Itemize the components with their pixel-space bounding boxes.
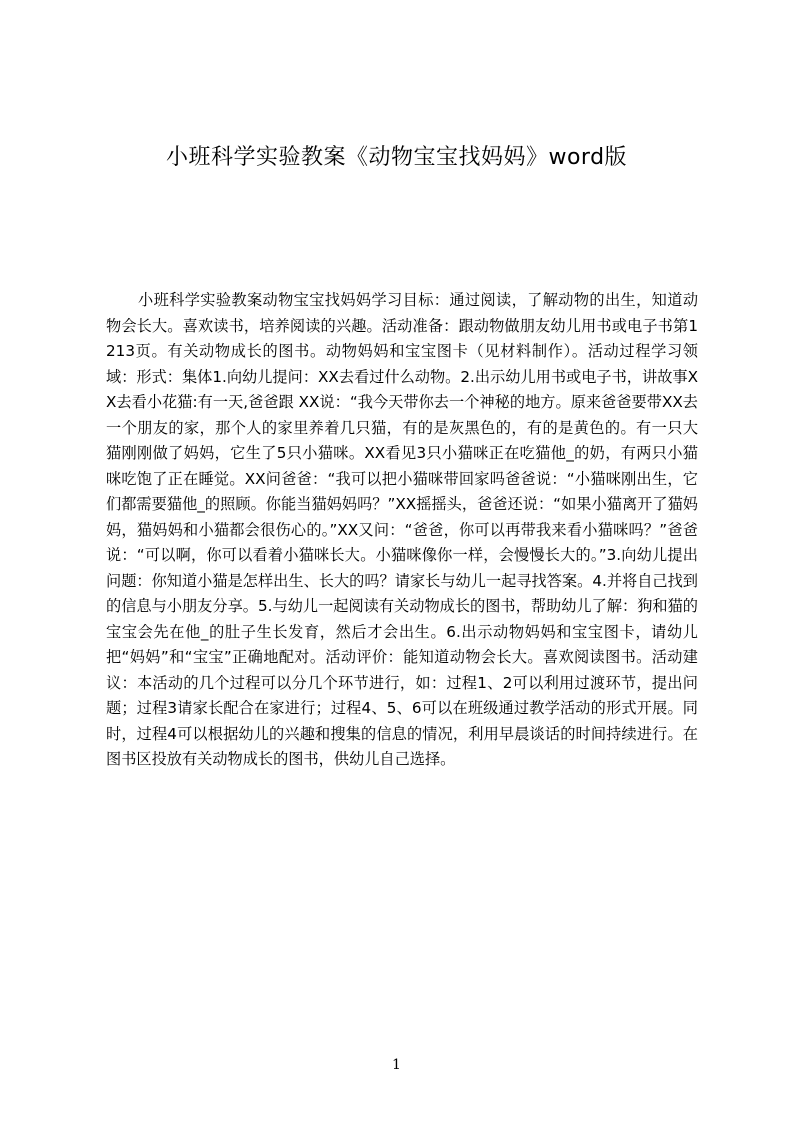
document-body-paragraph: 小班科学实验教案动物宝宝找妈妈学习目标：通过阅读，了解动物的出生，知道动物会长大。喜欢读书，培养阅读的兴趣。活动准备：跟动物做朋友幼儿用书或电子书第1213页。有关动物成长的图书。动物妈妈和宝宝图卡（见材料制作）。活动过程学习领域：形式：集体1.向幼儿提问：XX去看过什么动物。2.出示幼儿用书或电子书，讲故事XX去看小花猫:有一天,爸爸跟 XX说：“我今天带你去一个神秘的地方。原来爸爸要带XX去一个朋友的家，那个人的家里养着几只猫，有的是灰黑色的，有的是黄色的。有一只大猫刚刚做了妈妈，它生了5只小猫咪。XX看见3只小猫咪正在吃猫他_的奶，有两只小猫咪吃饱了正在睡觉。XX问爸爸：“我可以把小猫咪带回家吗爸爸说：“小猫咪刚出生，它们都需要猫他_的照顾。你能当猫妈妈吗？”XX摇摇头，爸爸还说：“如果小猫离开了猫妈妈，猫妈妈和小猫都会很伤心的。”XX又问：“爸爸，你可以再带我来看小猫咪吗？”爸爸说：“可以啊，你可以看着小猫咪长大。小猫咪像你一样，会慢慢长大的。”3.向幼儿提出问题：你知道小猫是怎样出生、长大的吗？请家长与幼儿一起寻找答案。4.并将自己找到的信息与小朋友分享。5.与幼儿一起阅读有关动物成长的图书，帮助幼儿了解：狗和猫的宝宝会先在他_的肚子生长发育，然后才会出生。6.出示动物妈妈和宝宝图卡，请幼儿把“妈妈”和“宝宝”正确地配对。活动评价：能知道动物会长大。喜欢阅读图书。活动建议：本活动的几个过程可以分几个环节进行，如：过程1、2可以利用过渡环节，提出问题；过程3请家长配合在家进行；过程4、5、6可以在班级通过教学活动的形式开展。同时，过程4可以根据幼儿的兴趣和搜集的信息的情况，利用早晨谈话的时间持续进行。在图书区投放有关动物成长的图书，供幼儿自己选择。 [106,291,698,768]
document-title: 小班科学实验教案《动物宝宝找妈妈》word版 [165,145,628,170]
page-number: 1 [392,1057,401,1073]
